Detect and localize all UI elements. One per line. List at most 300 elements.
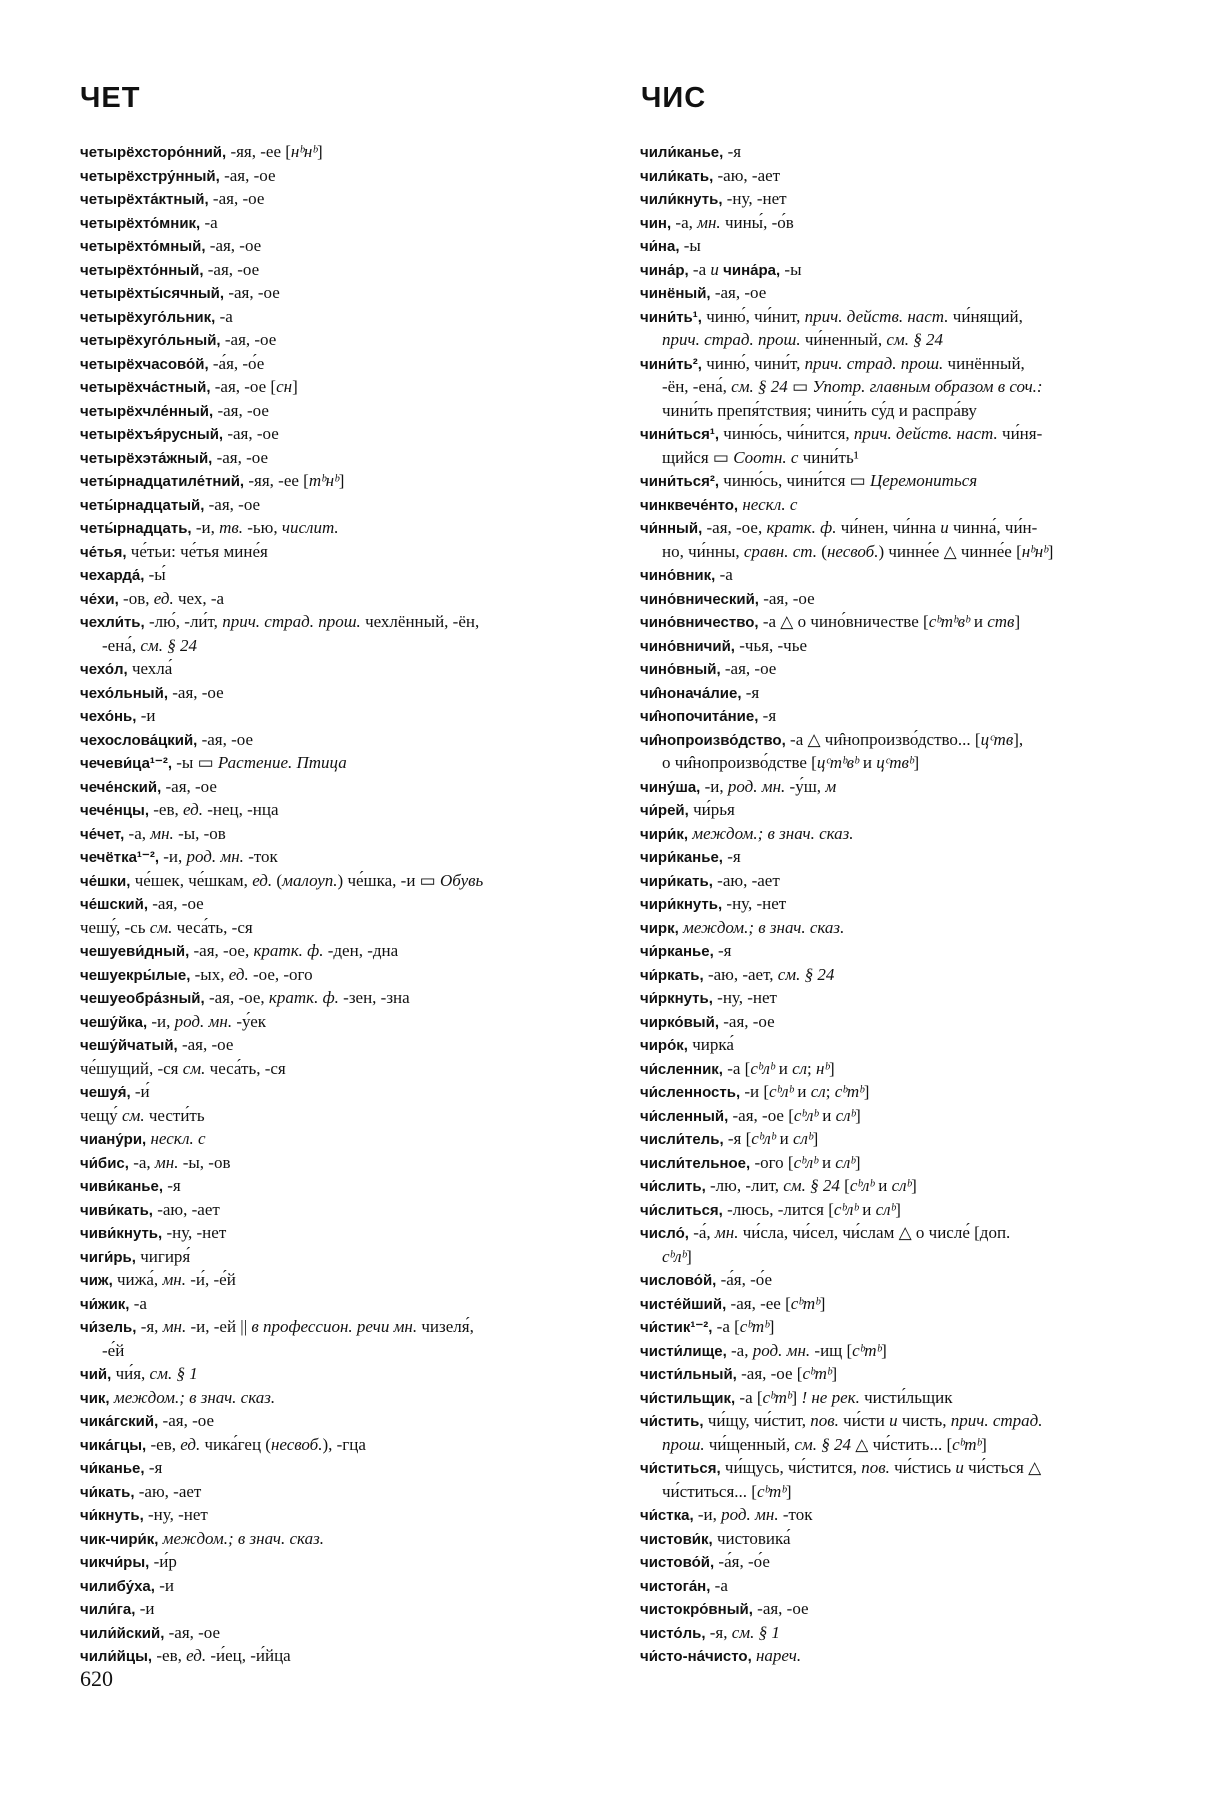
entry-text: -ая, -ое	[718, 1011, 775, 1031]
grammar-label: см.	[149, 917, 173, 937]
entry-text: -и́, -е́й	[185, 1270, 236, 1289]
dictionary-entry	[640, 1127, 1170, 1151]
entry-text: -я,	[705, 1622, 732, 1642]
entry-text: -а	[715, 565, 733, 584]
entry-text: -ая, -ое	[212, 447, 269, 467]
grammar-label: нескл. с	[150, 1129, 206, 1148]
grammar-label: сᵇтᵇвᵇ	[928, 612, 970, 631]
entry-text: -аю, -ает	[713, 165, 781, 185]
headword: четырёхъя́русный,	[80, 426, 224, 443]
entry-continuation	[640, 399, 1170, 423]
headword: че́чет,	[80, 825, 125, 843]
grammar-label: сᵇтᵇ	[952, 1434, 982, 1454]
headword: чи́стильщик,	[640, 1389, 736, 1407]
grammar-label: ед.	[228, 964, 249, 984]
entry-text: -ищ [	[810, 1340, 853, 1360]
dictionary-entry	[80, 281, 620, 305]
dictionary-entry	[640, 1151, 1170, 1175]
entry-text: -аю, -ает	[712, 870, 780, 890]
dictionary-entry	[80, 305, 620, 329]
headword: чечётка¹⁻²,	[80, 849, 159, 866]
dictionary-entry	[640, 563, 1170, 587]
entry-text: чини́ть препя́тствия; чини́ть су́д и распра́ву	[662, 400, 977, 420]
grammar-label: и	[955, 1458, 964, 1477]
entry-text: -и,	[159, 847, 187, 866]
entry-text: ]	[338, 471, 345, 490]
entry-text: -ая, -ое,	[189, 941, 254, 960]
headword: чистога́н,	[640, 1577, 711, 1595]
grammar-label: см. § 1	[731, 1622, 780, 1642]
grammar-label: Растение. Птица	[217, 753, 347, 772]
headword: числи́тельное,	[640, 1154, 751, 1172]
entry-text: но, чи́нны,	[662, 541, 744, 561]
headword: чи̂нонача́лие,	[640, 684, 742, 702]
grammar-label: см. § 24	[140, 635, 198, 655]
headword: чирк,	[640, 919, 679, 937]
headword: чешуеобра́зный,	[80, 990, 205, 1007]
entry-text: и	[858, 753, 877, 772]
headword: чи́стить,	[640, 1413, 704, 1430]
dictionary-entry	[80, 328, 620, 352]
headword: четырёхча́стный,	[80, 379, 211, 396]
dictionary-entry	[80, 728, 620, 752]
grammar-label: междом.; в знач. сказ.	[162, 1528, 324, 1548]
grammar-label: пов.	[861, 1458, 890, 1477]
dictionary-entry	[80, 1503, 620, 1527]
headword: чисто́ль,	[640, 1624, 706, 1642]
dictionary-entry	[80, 1127, 620, 1151]
headword: чешуеви́дный,	[80, 943, 190, 960]
entry-text: -а́я, -о́е	[714, 1552, 770, 1571]
entry-text: и	[817, 1105, 836, 1125]
entry-text: чижа́,	[112, 1270, 163, 1289]
entry-text: -я	[723, 142, 742, 161]
entry-text: че́шущий, -ся	[80, 1058, 183, 1078]
headword: чешу́йчатый,	[80, 1037, 178, 1054]
entry-text: -и,	[147, 1011, 175, 1031]
entry-text: -ы, -ов	[178, 1152, 231, 1172]
headword: чино́внический,	[640, 590, 759, 608]
entry-text: чещу́	[80, 1105, 122, 1125]
entry-text: чи́нен, чи́нна	[836, 518, 941, 537]
entry-text: -я	[758, 706, 777, 725]
entry-text: -ы	[679, 236, 701, 255]
entry-text: -и,	[693, 1505, 722, 1524]
grammar-label: прош.	[662, 1434, 705, 1454]
dictionary-entry	[640, 610, 1170, 634]
headword: чини́ться¹,	[640, 426, 720, 443]
entry-text: -а,	[128, 1152, 155, 1172]
headword: чилибу́ха,	[80, 1577, 155, 1595]
entry-text: -а	[215, 306, 233, 326]
entry-text: -я [	[723, 1129, 752, 1148]
entry-text: чиню́сь, чини́тся ▭	[719, 471, 870, 490]
dictionary-entry	[80, 140, 620, 164]
entry-text: ]	[768, 1317, 775, 1336]
entry-text: -и	[154, 1575, 174, 1595]
entry-text: -ая, -ое	[223, 424, 279, 443]
entry-text: -люсь, -лится [	[722, 1199, 834, 1219]
page-number: 620	[80, 1666, 113, 1691]
dictionary-entry	[80, 164, 620, 188]
dictionary-entry	[640, 704, 1170, 728]
entry-text: -ая, -ое	[168, 682, 224, 702]
entry-text: -ев,	[149, 800, 183, 819]
headword: че́шский,	[80, 896, 149, 913]
grammar-label: цᶜтвᵇ	[876, 753, 914, 772]
entry-text: (	[817, 541, 827, 561]
grammar-label: мн.	[714, 1223, 739, 1242]
entry-text: чеса́ть, -ся	[205, 1058, 286, 1078]
dictionary-entry	[640, 234, 1170, 258]
dictionary-entry	[80, 1456, 620, 1480]
headword: чехли́ть,	[80, 614, 145, 631]
dictionary-entry	[80, 845, 620, 869]
entry-text: -ая, -ое	[720, 659, 777, 678]
grammar-label: нᵇнᵇ	[1021, 541, 1048, 561]
entry-text: -а [	[722, 1058, 751, 1078]
grammar-label: цᶜтв	[980, 729, 1014, 749]
entry-text: -чья, -чье	[734, 635, 808, 655]
entry-text: ]	[686, 1246, 692, 1266]
dictionary-entry	[80, 1151, 620, 1175]
dictionary-entry	[80, 1315, 620, 1339]
left-column	[80, 140, 620, 1668]
dictionary-entry	[80, 939, 620, 963]
grammar-label: слᵇ	[793, 1129, 813, 1148]
dictionary-entry	[640, 422, 1170, 446]
entry-text: ]	[913, 753, 920, 772]
dictionary-entry	[640, 681, 1170, 705]
entry-text: чи́рья	[688, 800, 735, 819]
dictionary-entry	[80, 422, 620, 446]
dictionary-entry	[640, 963, 1170, 987]
entry-text: -ая, -ое	[205, 236, 262, 255]
dictionary-entry	[80, 1174, 620, 1198]
headword: чистокро́вный,	[640, 1601, 753, 1618]
dictionary-entry	[80, 1104, 620, 1128]
dictionary-entry	[640, 1339, 1170, 1363]
dictionary-entry	[80, 1550, 620, 1574]
headword: чиж,	[80, 1272, 113, 1289]
headword: чехослова́цкий,	[80, 731, 198, 749]
entry-text: -ая, -ое	[177, 1035, 234, 1054]
dictionary-entry	[640, 657, 1170, 681]
grammar-label: см. § 24	[777, 964, 835, 984]
headword: чинквече́нто,	[640, 496, 739, 514]
dictionary-entry	[640, 587, 1170, 611]
headword: чини́ть¹,	[640, 308, 702, 326]
entry-text: ]	[855, 1105, 861, 1125]
entry-text: чи́ненный,	[800, 330, 887, 349]
entry-text: -а △ чи̂нопроизво́дство... [	[785, 729, 981, 749]
headword: четы́рнадцать,	[80, 520, 192, 537]
grammar-label: прич. страд. прош.	[804, 353, 944, 373]
dictionary-entry	[80, 986, 620, 1010]
grammar-label: несвоб.	[826, 541, 879, 561]
entry-text: -ая, -ое	[164, 1622, 221, 1642]
entry-text: -а △ о чино́вничестве [	[758, 612, 929, 631]
grammar-label: сн	[276, 377, 293, 396]
entry-text: -ая, -ее [	[726, 1293, 791, 1313]
entry-text: -я	[722, 847, 741, 866]
entry-continuation	[640, 751, 1170, 775]
entry-text: -а	[710, 1575, 728, 1595]
entry-text: ]	[895, 1199, 901, 1219]
entry-text: -зен, -зна	[338, 988, 410, 1007]
headword: чили́йский,	[80, 1624, 165, 1642]
entry-text: ]	[1047, 541, 1054, 561]
entry-text: -я,	[136, 1317, 163, 1336]
grammar-label: ! не рек.	[801, 1387, 860, 1407]
grammar-label: см. § 24	[886, 330, 944, 349]
entry-text: и	[774, 1058, 793, 1078]
grammar-label: сᵇлᵇ	[793, 1105, 818, 1125]
headword: чили́га,	[80, 1601, 136, 1618]
grammar-label: слᵇ	[891, 1176, 912, 1195]
entry-text: чести́ть	[144, 1105, 205, 1125]
grammar-label: сᵇлᵇ	[662, 1246, 687, 1266]
grammar-label: сᵇлᵇ	[769, 1082, 794, 1101]
dictionary-entry	[640, 1409, 1170, 1433]
entry-text: -ая, -ое	[208, 189, 265, 208]
headword: чи́на,	[640, 238, 680, 255]
entry-text: -у́ш,	[785, 776, 826, 796]
grammar-label: сᵇтᵇ	[739, 1317, 769, 1336]
grammar-label: прич. страд. прош.	[662, 330, 801, 349]
entry-text: -и,	[700, 776, 728, 796]
entry-text: чехла́	[127, 659, 173, 678]
entry-text: -нец, -нца	[202, 800, 279, 819]
dictionary-entry	[80, 704, 620, 728]
grammar-label: Церемониться	[869, 471, 978, 490]
entry-text: -лю, -лит,	[705, 1176, 784, 1195]
entry-text: ), -гца	[322, 1434, 366, 1454]
dictionary-entry	[80, 657, 620, 681]
headword: чи́сленный,	[640, 1107, 729, 1125]
grammar-label: и	[889, 1411, 898, 1430]
headword: чини́ться²,	[640, 473, 720, 490]
entry-text: -ая, -ое [	[210, 377, 277, 396]
grammar-label: Обувь	[440, 870, 484, 890]
grammar-label: и	[710, 259, 719, 279]
headword: чи̂нопроизво́дство,	[640, 731, 786, 749]
entry-text: -ну, -нет	[722, 894, 787, 913]
headword: чиги́рь,	[80, 1248, 136, 1266]
entry-text: и	[817, 1152, 836, 1172]
entry-text: чины́, -о́в	[720, 212, 794, 232]
dictionary-entry	[640, 211, 1170, 235]
entry-text: -ев,	[152, 1646, 187, 1665]
entry-text: (	[272, 870, 283, 890]
entry-text: -ью,	[243, 518, 282, 537]
dictionary-entry	[80, 1268, 620, 1292]
dictionary-entry	[640, 845, 1170, 869]
entry-continuation	[80, 634, 620, 658]
headword: чи́зель,	[80, 1319, 137, 1336]
headword: чи́канье,	[80, 1460, 145, 1477]
dictionary-entry	[80, 234, 620, 258]
headword: чи́бис,	[80, 1154, 129, 1172]
headword: чече́нцы,	[80, 802, 149, 819]
headword: чистови́к,	[640, 1530, 713, 1548]
dictionary-entry	[640, 1597, 1170, 1621]
dictionary-entry	[80, 1621, 620, 1645]
grammar-label: род. мн.	[721, 1505, 779, 1524]
entry-text: ]	[1014, 612, 1021, 631]
entry-text: -и	[135, 1599, 155, 1618]
headword: числи́тель,	[640, 1131, 724, 1148]
grammar-label: род. мн.	[186, 847, 244, 866]
entry-text: -у́ек	[232, 1011, 267, 1031]
entry-text: чи́я,	[111, 1364, 150, 1383]
grammar-label: сᵇтᵇ	[852, 1340, 882, 1360]
headword: чикчи́ры,	[80, 1554, 150, 1571]
dictionary-entry	[640, 1268, 1170, 1292]
dictionary-entry	[80, 1080, 620, 1104]
entry-text: ]	[854, 1152, 861, 1172]
dictionary-entry	[80, 1057, 620, 1081]
entry-text: чи́сться △	[963, 1458, 1042, 1477]
entry-text: -ая, -ое	[158, 1411, 214, 1430]
headword: чину́ша,	[640, 778, 701, 796]
entry-continuation	[640, 540, 1170, 564]
entry-text: чиню́, чини́т,	[701, 353, 805, 373]
grammar-label: сᵇлᵇ	[751, 1129, 776, 1148]
entry-continuation	[640, 328, 1170, 352]
grammar-label: малоуп.	[282, 870, 338, 890]
headword: чисте́йший,	[640, 1295, 727, 1313]
entry-text: и	[858, 1199, 876, 1219]
entry-text: и	[969, 612, 988, 631]
entry-text: чисти́льщик	[859, 1387, 953, 1407]
dictionary-entry	[640, 305, 1170, 329]
entry-text: -а,	[726, 1340, 753, 1360]
grammar-label: род. мн.	[174, 1011, 233, 1031]
dictionary-entry	[640, 1456, 1170, 1480]
entry-text: чинённый,	[943, 353, 1025, 373]
headword: чи́рканье,	[640, 943, 714, 960]
entry-text: -ая, -ое	[219, 165, 276, 185]
entry-text: ]	[316, 142, 323, 161]
headword: чинёный,	[640, 285, 711, 302]
entry-text: ) че́шка, -и ▭	[337, 870, 440, 890]
headword: чино́вный,	[640, 661, 721, 678]
entry-text: -ну, -нет	[712, 988, 777, 1007]
entry-text: чех, -а	[173, 588, 225, 608]
entry-text: -аю, -ает	[152, 1199, 220, 1219]
headword: четырёхто́нный,	[80, 261, 204, 279]
entry-text: чи́щусь, чи́стится,	[720, 1458, 862, 1477]
grammar-label: кратк. ф.	[253, 941, 324, 960]
grammar-label: ед.	[186, 1646, 207, 1665]
entry-text: -е́й	[102, 1340, 125, 1360]
dictionary-entry	[640, 892, 1170, 916]
entry-text: ]	[911, 1176, 917, 1195]
headword: чирко́вый,	[640, 1013, 719, 1031]
grammar-label: сᵇлᵇ	[793, 1152, 818, 1172]
dictionary-entry	[640, 469, 1170, 493]
dictionary-entry	[640, 1174, 1170, 1198]
dictionary-entry	[640, 258, 1170, 282]
headword: чик-чири́к,	[80, 1530, 159, 1548]
headword: чина́ра,	[723, 261, 781, 279]
dictionary-entry	[80, 1362, 620, 1386]
headword: чешуекры́лые,	[80, 966, 191, 984]
entry-text: -ну, -нет	[143, 1505, 208, 1524]
dictionary-entry	[80, 1386, 620, 1410]
dictionary-entry	[640, 1221, 1170, 1245]
entry-continuation	[640, 1245, 1170, 1269]
dictionary-entry	[640, 822, 1170, 846]
grammar-label: сᵇтᵇ	[834, 1082, 864, 1101]
headword: чий,	[80, 1366, 112, 1383]
entry-text: -ну, -нет	[162, 1223, 227, 1242]
entry-text: -ая, -ое,	[702, 518, 767, 537]
entry-text: -ён, -ена́,	[662, 377, 732, 396]
dictionary-entry	[640, 986, 1170, 1010]
dictionary-entry	[640, 1104, 1170, 1128]
entry-text: о чи̂нопроизво́дстве [	[662, 753, 817, 772]
headword: чешу́йка,	[80, 1013, 148, 1031]
dictionary-entry	[640, 775, 1170, 799]
dictionary-entry	[640, 1198, 1170, 1222]
grammar-label: мн.	[162, 1270, 186, 1289]
dictionary-entry	[80, 775, 620, 799]
grammar-label: цᶜтᵇвᵇ	[816, 753, 859, 772]
headword: чиви́кать,	[80, 1201, 153, 1219]
grammar-label: ед.	[182, 800, 203, 819]
headword: чири́канье,	[640, 849, 723, 866]
headword: чиви́канье,	[80, 1178, 164, 1195]
entry-text: чеса́ть, -ся	[172, 917, 253, 937]
entry-text: -ы	[780, 259, 802, 279]
headword: чино́вничество,	[640, 614, 759, 631]
entry-text: -а	[688, 259, 711, 279]
headword: чири́кнуть,	[640, 896, 723, 913]
grammar-label: слᵇ	[835, 1152, 855, 1172]
headword: чини́ть²,	[640, 355, 702, 373]
entry-text: чи́щу, чи́стит,	[703, 1411, 811, 1430]
dictionary-entry	[640, 352, 1170, 376]
entry-text: ;	[825, 1082, 835, 1101]
entry-text: -ев,	[146, 1434, 181, 1454]
dictionary-entry	[640, 1292, 1170, 1316]
headword: чи́кнуть,	[80, 1507, 144, 1524]
headword: четырёхты́сячный,	[80, 285, 225, 302]
entry-text: -и, -ей ||	[186, 1317, 252, 1336]
entry-text: -я	[741, 682, 760, 702]
dictionary-entry	[640, 1621, 1170, 1645]
grammar-label: мн.	[150, 823, 174, 843]
headword: четы́рнадцатый,	[80, 496, 205, 514]
entry-text: -лю́, -ли́т,	[144, 612, 223, 631]
grammar-label: слᵇ	[835, 1105, 856, 1125]
headword: четырёхта́ктный,	[80, 191, 209, 208]
dictionary-entry	[80, 211, 620, 235]
grammar-label: нескл. с	[742, 494, 798, 514]
grammar-label: числит.	[281, 518, 339, 537]
right-running-head: ЧИС	[641, 82, 707, 114]
dictionary-entry	[80, 1574, 620, 1598]
grammar-label: сᵇлᵇ	[849, 1176, 874, 1195]
headword: четырёхчасово́й,	[80, 355, 209, 373]
headword: число́,	[640, 1225, 689, 1242]
entry-text: -а [	[735, 1387, 763, 1407]
grammar-label: сᵇлᵇ	[833, 1199, 859, 1219]
grammar-label: см. § 1	[149, 1364, 198, 1383]
entry-text: чиню́, чи́нит,	[701, 306, 805, 326]
